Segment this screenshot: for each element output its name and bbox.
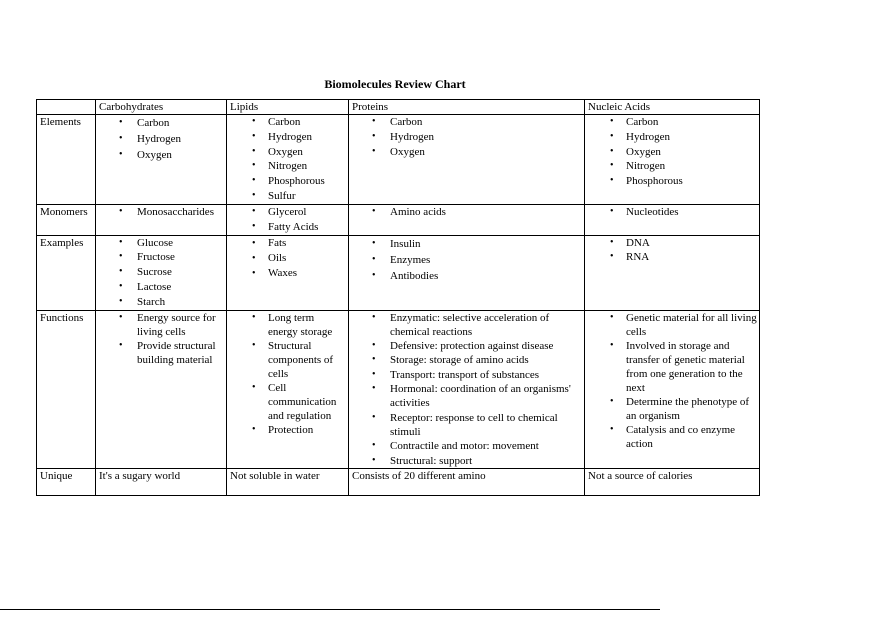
list-item: [352, 339, 582, 353]
bullet-icon: •: [252, 175, 256, 187]
list-item: [352, 353, 582, 367]
bullet-icon: •: [372, 454, 376, 466]
bullet-icon: •: [610, 236, 614, 248]
bullet-icon: •: [610, 251, 614, 263]
bullet-list: [99, 115, 224, 163]
row-functions: [37, 310, 760, 468]
bullet-icon: •: [610, 311, 614, 323]
bullet-icon: •: [610, 160, 614, 172]
bullet-list: [352, 236, 582, 284]
list-item: [99, 280, 224, 295]
bullet-icon: •: [372, 368, 376, 380]
cell-functions-carbohydrates: [96, 310, 227, 468]
list-item: [352, 368, 582, 382]
row-label-unique: Unique: [37, 468, 96, 495]
bullet-icon: •: [252, 252, 256, 264]
bullet-icon: •: [119, 295, 123, 307]
list-item-text: Oxygen: [268, 145, 303, 158]
bullet-icon: •: [372, 311, 376, 323]
cell-monomers-nucleic-acids: [585, 205, 760, 236]
list-item: [588, 115, 757, 130]
bullet-icon: •: [372, 411, 376, 423]
list-item: [352, 252, 582, 268]
list-item-text: Provide structural building material: [137, 339, 216, 366]
list-item-text: Fructose: [137, 251, 175, 264]
bullet-list: [588, 311, 757, 451]
list-item-text: Receptor: response to cell to chemical stimuli: [390, 411, 558, 438]
list-item-text: Glucose: [137, 236, 174, 249]
header-cell-nucleic-acids: Nucleic Acids: [585, 100, 760, 115]
list-item-text: Defensive: protection against disease: [390, 340, 554, 353]
list-item: [352, 145, 582, 160]
list-item-text: Phosphorous: [268, 175, 325, 188]
bullet-icon: •: [252, 381, 256, 393]
bullet-icon: •: [252, 311, 256, 323]
list-item: [99, 250, 224, 265]
list-item: [230, 145, 346, 160]
list-item: [588, 205, 757, 219]
bullet-icon: •: [119, 266, 123, 278]
row-unique: [37, 468, 760, 495]
list-item-text: Storage: storage of amino acids: [390, 354, 529, 367]
bullet-list: [588, 236, 757, 266]
list-item: [230, 189, 346, 204]
list-item: [352, 439, 582, 453]
list-item-text: Determine the phenotype of an organism: [626, 395, 750, 422]
bullet-icon: •: [252, 130, 256, 142]
list-item: [588, 423, 757, 451]
row-label-examples: Examples: [37, 235, 96, 310]
list-item-text: Insulin: [390, 237, 421, 250]
cell-unique-lipids: Not soluble in water: [227, 468, 349, 495]
bullet-icon: •: [252, 339, 256, 351]
header-cell-proteins: Proteins: [349, 100, 585, 115]
list-item: [99, 236, 224, 251]
row-label-functions: Functions: [37, 310, 96, 468]
list-item-text: Monosaccharides: [137, 206, 214, 218]
cell-examples-nucleic-acids: [585, 235, 760, 310]
bullet-icon: •: [372, 130, 376, 142]
bullet-list: [352, 311, 582, 468]
bullet-icon: •: [372, 269, 376, 281]
cell-monomers-proteins: [349, 205, 585, 236]
bullet-icon: •: [372, 253, 376, 265]
bullet-icon: •: [372, 440, 376, 452]
list-item: [230, 236, 346, 251]
cell-functions-nucleic-acids: [585, 310, 760, 468]
bullet-icon: •: [252, 237, 256, 249]
list-item: [230, 205, 346, 220]
list-item: [352, 236, 582, 252]
list-item-text: Contractile and motor: movement: [390, 440, 539, 453]
list-item-text: RNA: [626, 251, 650, 264]
list-item: [352, 311, 582, 340]
bullet-icon: •: [252, 423, 256, 435]
list-item-text: Waxes: [268, 266, 298, 279]
cell-elements-proteins: [349, 115, 585, 205]
footer-rule: [0, 609, 660, 610]
list-item: [99, 339, 224, 367]
list-item-text: Involved in storage and transfer of genetic material from one generation to the next: [626, 339, 745, 394]
list-item-text: Oxygen: [626, 145, 661, 158]
bullet-icon: •: [372, 354, 376, 366]
header-cell-empty: [37, 100, 96, 115]
list-item-text: Carbon: [390, 116, 423, 128]
list-item: [230, 174, 346, 189]
list-item-text: Hydrogen: [626, 130, 670, 143]
list-item-text: Structural: support: [390, 454, 473, 467]
list-item: [588, 250, 757, 265]
list-item-text: Hydrogen: [390, 130, 434, 143]
bullet-icon: •: [372, 340, 376, 352]
cell-monomers-carbohydrates: [96, 205, 227, 236]
header-cell-lipids: Lipids: [227, 100, 349, 115]
bullet-icon: •: [610, 145, 614, 157]
list-item-text: Genetic material for all living cells: [626, 311, 757, 338]
bullet-icon: •: [252, 160, 256, 172]
list-item-text: Long term energy storage: [268, 311, 333, 338]
bullet-list: [230, 205, 346, 235]
bullet-icon: •: [119, 280, 123, 292]
list-item-text: Lactose: [137, 280, 172, 293]
list-item: [99, 295, 224, 310]
list-item-text: Carbon: [268, 116, 301, 128]
bullet-icon: •: [119, 206, 123, 217]
list-item: [99, 115, 224, 131]
bullet-icon: •: [372, 145, 376, 157]
list-item: [588, 339, 757, 395]
list-item-text: Hydrogen: [137, 133, 181, 145]
list-item-text: Energy source for living cells: [137, 311, 216, 338]
cell-functions-lipids: [227, 310, 349, 468]
list-item: [352, 130, 582, 145]
bullet-icon: •: [610, 116, 614, 127]
cell-examples-carbohydrates: [96, 235, 227, 310]
cell-unique-carbohydrates: It's a sugary world: [96, 468, 227, 495]
bullet-icon: •: [372, 383, 376, 395]
list-item-text: Phosphorous: [626, 175, 683, 188]
bullet-list: [99, 311, 224, 367]
list-item: [99, 131, 224, 147]
bullet-list: [588, 115, 757, 189]
bullet-list: [230, 236, 346, 281]
list-item-text: Oxygen: [390, 145, 425, 158]
bullet-icon: •: [119, 133, 123, 144]
list-item: [230, 115, 346, 130]
bullet-icon: •: [119, 236, 123, 248]
bullet-icon: •: [610, 175, 614, 187]
list-item: [230, 266, 346, 281]
bullet-list: [352, 115, 582, 159]
cell-monomers-lipids: [227, 205, 349, 236]
bullet-icon: •: [610, 130, 614, 142]
row-label-elements: Elements: [37, 115, 96, 205]
list-item: [230, 311, 346, 339]
list-item: [230, 130, 346, 145]
list-item-text: Starch: [137, 295, 166, 308]
list-item: [588, 174, 757, 189]
list-item-text: Carbon: [137, 117, 170, 129]
list-item-text: Nucleotides: [626, 206, 679, 218]
bullet-icon: •: [252, 206, 256, 217]
list-item: [230, 159, 346, 174]
list-item-text: DNA: [626, 236, 650, 249]
list-item: [352, 382, 582, 411]
list-item-text: Protection: [268, 423, 314, 436]
list-item: [352, 205, 582, 219]
list-item: [99, 147, 224, 163]
bullet-icon: •: [372, 206, 376, 217]
bullet-icon: •: [119, 117, 123, 128]
bullet-list: [99, 236, 224, 310]
bullet-icon: •: [252, 145, 256, 157]
cell-unique-proteins: Consists of 20 different amino: [349, 468, 585, 495]
bullet-icon: •: [252, 189, 256, 201]
list-item-text: Nitrogen: [626, 160, 666, 173]
cell-examples-proteins: [349, 235, 585, 310]
row-monomers: [37, 205, 760, 236]
row-label-monomers: Monomers: [37, 205, 96, 236]
cell-elements-lipids: [227, 115, 349, 205]
bullet-list: [352, 205, 582, 219]
list-item-text: Fatty Acids: [268, 220, 319, 233]
bullet-icon: •: [372, 116, 376, 127]
list-item-text: Structural components of cells: [268, 339, 334, 380]
row-elements: [37, 115, 760, 205]
list-item-text: Amino acids: [390, 206, 446, 218]
list-item-text: Sulfur: [268, 189, 296, 202]
bullet-icon: •: [252, 220, 256, 232]
biomolecules-table: [36, 99, 760, 496]
list-item: [230, 220, 346, 235]
header-cell-carbohydrates: Carbohydrates: [96, 100, 227, 115]
bullet-icon: •: [119, 149, 123, 160]
bullet-icon: •: [119, 251, 123, 263]
list-item: [352, 115, 582, 130]
list-item: [99, 205, 224, 219]
list-item-text: Antibodies: [390, 269, 439, 282]
cell-elements-nucleic-acids: [585, 115, 760, 205]
page-title: Biomolecules Review Chart: [324, 77, 466, 91]
list-item: [230, 423, 346, 437]
list-item: [230, 381, 346, 423]
header-row: [37, 100, 760, 115]
list-item: [99, 265, 224, 280]
list-item-text: Enzymes: [390, 253, 431, 266]
cell-unique-nucleic-acids: Not a source of calories: [585, 468, 760, 495]
list-item-text: Cell communication and regulation: [268, 381, 337, 422]
bullet-list: [588, 205, 757, 219]
list-item-text: Glycerol: [268, 206, 307, 218]
cell-elements-carbohydrates: [96, 115, 227, 205]
bullet-list: [99, 205, 224, 219]
bullet-list: [230, 115, 346, 204]
list-item: [352, 268, 582, 284]
list-item: [99, 311, 224, 339]
list-item-text: Oils: [268, 251, 287, 264]
list-item-text: Catalysis and co enzyme action: [626, 423, 736, 450]
cell-functions-proteins: [349, 310, 585, 468]
bullet-icon: •: [610, 206, 614, 217]
list-item-text: Oxygen: [137, 149, 172, 161]
bullet-icon: •: [610, 423, 614, 435]
list-item-text: Nitrogen: [268, 160, 308, 173]
bullet-icon: •: [372, 237, 376, 249]
list-item: [588, 145, 757, 160]
list-item: [352, 411, 582, 440]
list-item: [352, 454, 582, 468]
row-examples: [37, 235, 760, 310]
list-item-text: Enzymatic: selective acceleration of chemical reactions: [390, 311, 550, 338]
list-item: [230, 251, 346, 266]
list-item: [588, 159, 757, 174]
bullet-icon: •: [252, 116, 256, 127]
list-item: [588, 311, 757, 339]
list-item-text: Transport: transport of substances: [390, 368, 539, 381]
bullet-icon: •: [119, 339, 123, 351]
bullet-icon: •: [119, 311, 123, 323]
list-item: [588, 236, 757, 251]
list-item: [588, 395, 757, 423]
list-item-text: Hydrogen: [268, 130, 312, 143]
list-item: [230, 339, 346, 381]
list-item: [588, 130, 757, 145]
bullet-list: [230, 311, 346, 437]
cell-examples-lipids: [227, 235, 349, 310]
list-item-text: Sucrose: [137, 266, 172, 279]
bullet-icon: •: [610, 395, 614, 407]
list-item-text: Hormonal: coordination of an organisms' activities: [390, 383, 571, 410]
list-item-text: Carbon: [626, 116, 659, 128]
list-item-text: Fats: [268, 236, 287, 249]
bullet-icon: •: [252, 267, 256, 279]
bullet-icon: •: [610, 339, 614, 351]
